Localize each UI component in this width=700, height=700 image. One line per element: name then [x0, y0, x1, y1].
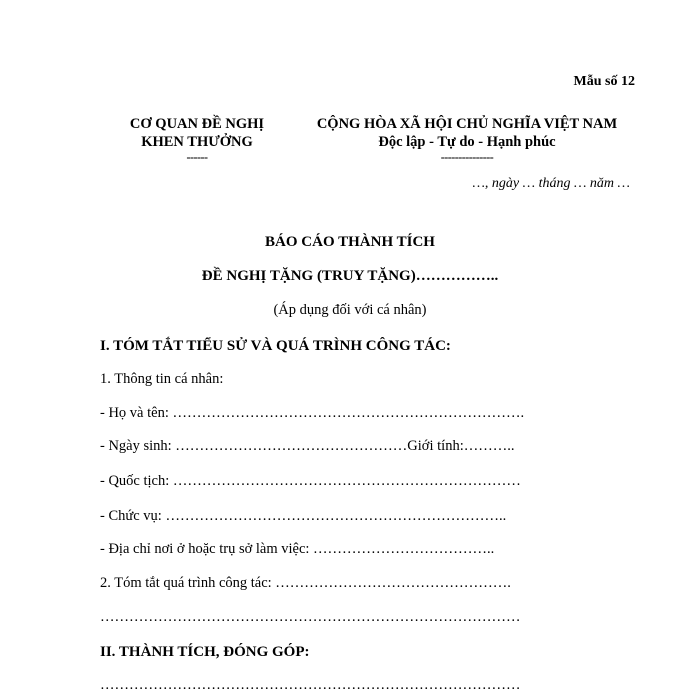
scope-note: (Áp dụng đối với cá nhân): [273, 302, 427, 318]
position-field: - Chức vụ: ……………………………………………………………..: [100, 508, 507, 524]
nation-separator: ---------------: [440, 150, 494, 164]
birth-gender-field: - Ngày sinh: …………………………………………Giới tính:………..: [100, 438, 515, 454]
nation-motto: Độc lập - Tự do - Hạnh phúc: [378, 134, 556, 150]
form-number: Mẫu số 12: [573, 74, 635, 89]
report-subtitle: ĐỀ NGHỊ TẶNG (TRUY TẶNG)……………..: [201, 268, 499, 284]
career-summary-field: 2. Tóm tắt quá trình công tác: ………………………………………….: [100, 575, 511, 591]
date-line: …, ngày … tháng … năm …: [472, 176, 630, 191]
full-name-field: - Họ và tên: ……………………………………………………………….: [100, 405, 525, 421]
section2-heading: II. THÀNH TÍCH, ĐÓNG GÓP:: [100, 644, 310, 660]
nation-name: CỘNG HÒA XÃ HỘI CHỦ NGHĨA VIỆT NAM: [316, 116, 618, 132]
achievements-dotted-line: ……………………………………………………………………………: [100, 677, 521, 693]
career-dotted-line: ……………………………………………………………………………: [100, 609, 521, 625]
personal-info-heading: 1. Thông tin cá nhân:: [100, 371, 224, 387]
address-field: - Địa chỉ nơi ở hoặc trụ sở làm việc: ………………………………..: [100, 541, 495, 557]
report-title: BÁO CÁO THÀNH TÍCH: [265, 234, 435, 250]
section1-heading: I. TÓM TẮT TIỂU SỬ VÀ QUÁ TRÌNH CÔNG TÁC:: [100, 338, 451, 354]
agency-name-line1: CƠ QUAN ĐỀ NGHỊ: [129, 116, 265, 132]
agency-name-line2: KHEN THƯỞNG: [141, 134, 253, 150]
nationality-field: - Quốc tịch: ………………………………………………………………: [100, 473, 521, 489]
agency-separator: ------: [186, 150, 208, 164]
